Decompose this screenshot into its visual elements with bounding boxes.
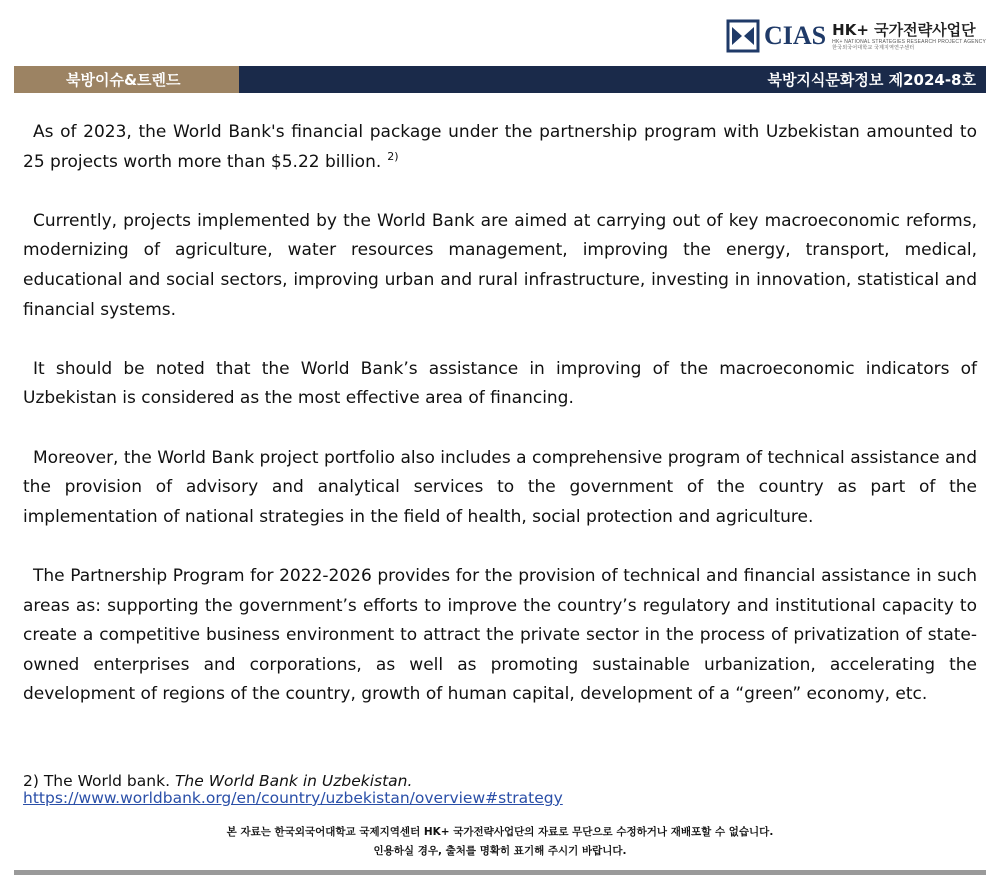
cias-logo-icon [726,19,760,53]
logo-subtitle-kr: 한국외국어대학교 국제지역연구센터 [832,44,915,51]
banner-issue-label: 북방지식문화정보 제2024-8호 [239,66,986,93]
logo-subtitle-en: HK+ NATIONAL STRATEGIES RESEARCH PROJECT AGENCY [832,38,986,45]
footnote-source-title: The World Bank in Uzbekistan. [174,772,413,790]
logo-wordmark: CIAS [764,21,827,50]
footer-divider [14,870,986,875]
disclaimer [0,823,1000,861]
paragraph: Currently, projects implemented by the World Bank are aimed at carrying out of key macroeconomic reforms, modernizing of agriculture, water resources management, improving the energy, transport, medical, educational and social sectors, improving urban and rural infrastructure, investing in innovation, statistical and financial systems. [23,210,977,320]
section-banner [14,66,986,93]
disclaimer-line-1: 본 자료는 한국외국어대학교 국제지역센터 HK+ 국가전략사업단의 자료로 무단으로 수정하거나 재배포할 수 없습니다. [226,826,774,838]
header-logo [726,16,986,56]
footnote-link[interactable]: https://www.worldbank.org/en/country/uzbekistan/overview#strategy [23,789,563,807]
paragraph: Moreover, the World Bank project portfolio also includes a comprehensive program of technical assistance and the provision of advisory and analytical services to the government of the country as part of the implementation of national strategies in the field of health, social protection and agriculture. [23,447,977,527]
logo-org-name: HK+ 국가전략사업단 [832,20,976,39]
footnote-ref[interactable]: 2) [387,149,399,163]
paragraph: It should be noted that the World Bank’s assistance in improving of the macroeconomic indicators of Uzbekistan is considered as the most effective area of financing. [23,358,977,409]
logo-text-block [832,22,986,51]
banner-section-label: 북방이슈&트렌드 [14,66,239,93]
footnote-citation [23,773,977,790]
disclaimer-line-2: 인용하실 경우, 출처를 명확히 표기해 주시기 바랍니다. [373,845,627,857]
paragraph: The Partnership Program for 2022-2026 provides for the provision of technical and financial assistance in such areas as: supporting the government’s efforts to improve the country’s regulatory and institutional capacity to create a competitive business environment to attract the private sector in the process of privatization of state-owned enterprises and corporations, as well as promoting sustainable urbanization, accelerating the development of regions of the country, growth of human capital, development of a “green” economy, etc. [23,565,977,705]
footnote [23,773,977,807]
paragraph [23,118,977,177]
paragraph-text: As of 2023, the World Bank's financial package under the partnership program with Uzbekistan amounted to 25 projects worth more than $5.22 billion. [23,122,977,172]
article-body [23,118,977,739]
footnote-label: 2) The World bank. [23,772,171,790]
